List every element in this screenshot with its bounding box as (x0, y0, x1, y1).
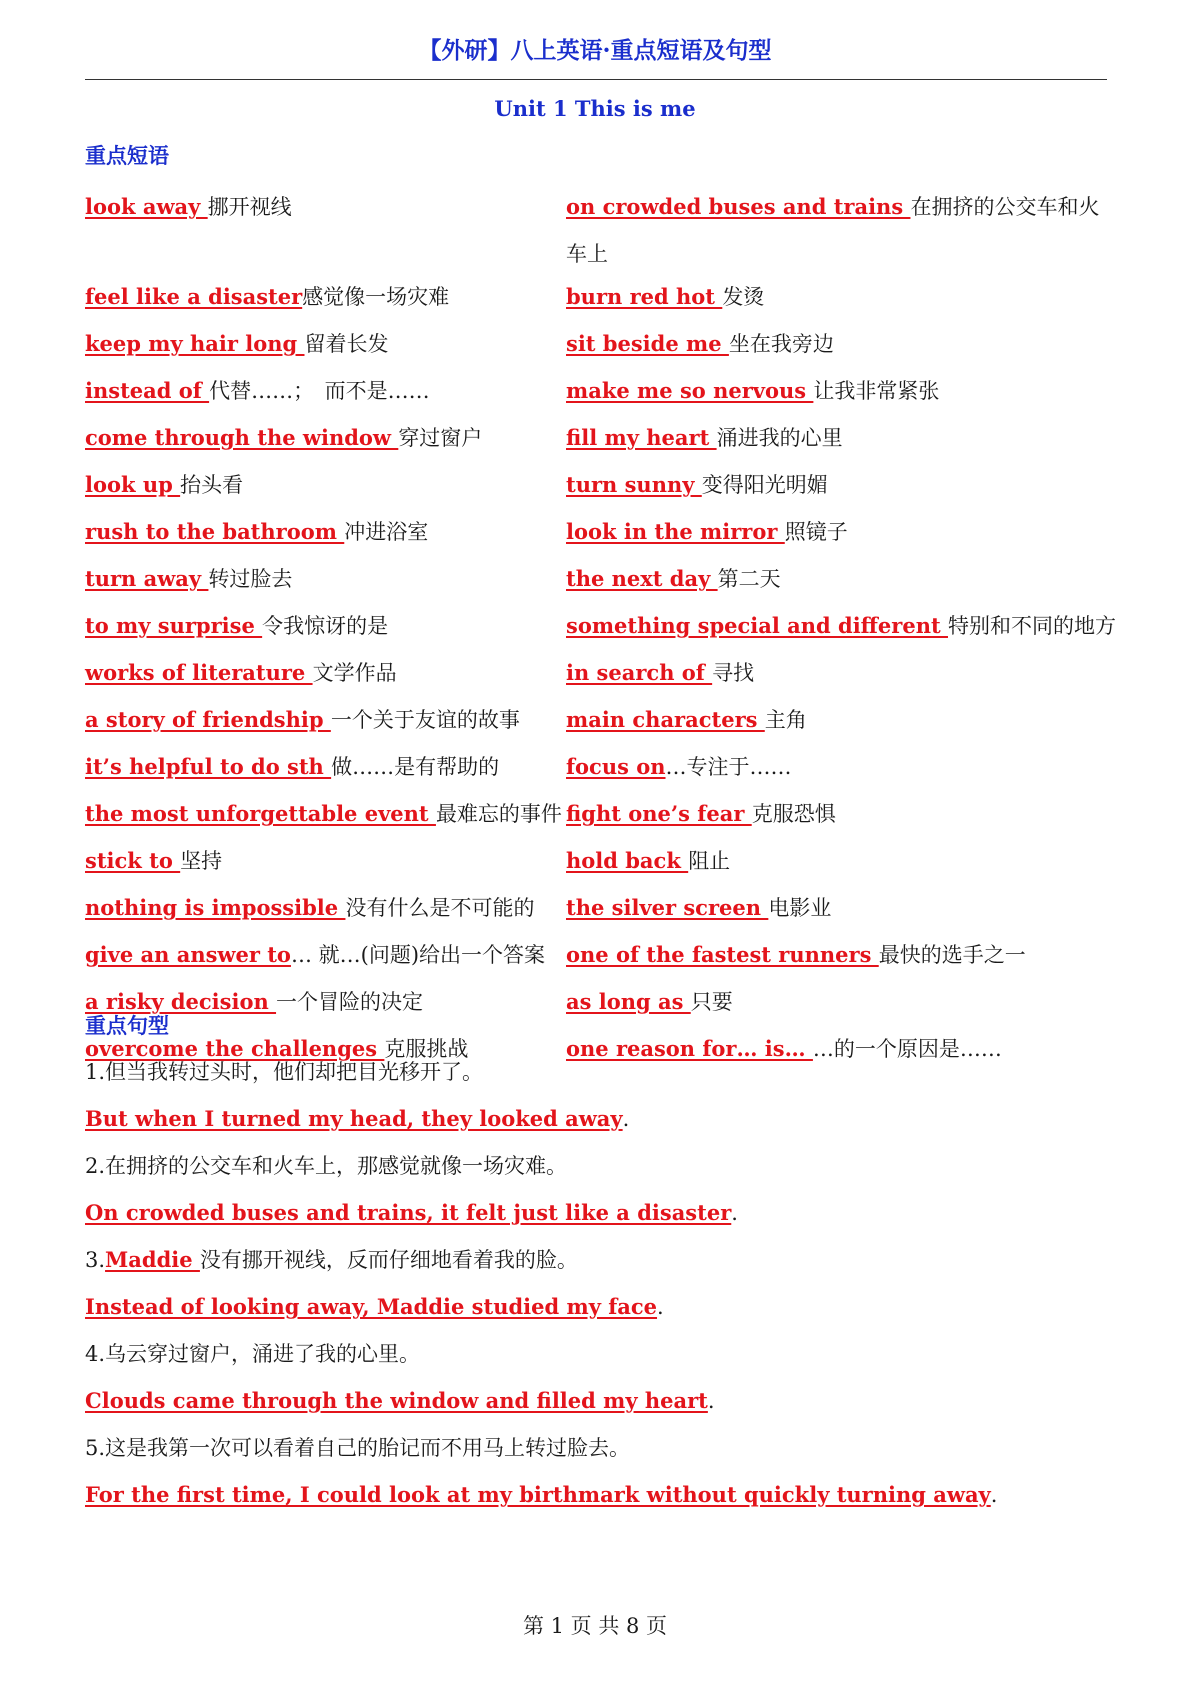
phrase-item-right (566, 559, 781, 599)
phrase-item-left (85, 935, 545, 975)
phrase-item-left (85, 277, 449, 317)
phrase-chinese: 坚持 (180, 849, 223, 873)
phrase-english: sit beside me (566, 331, 729, 356)
sentence-period: . (707, 1389, 715, 1413)
sentence-answer (85, 1381, 1107, 1428)
phrase-chinese: 穿过窗户 (398, 426, 483, 450)
sentence-prompt (85, 1052, 1107, 1099)
phrase-english: hold back (566, 848, 689, 873)
phrase-chinese: 坐在我旁边 (728, 332, 834, 356)
phrase-chinese: …的一个原因是…… (812, 1037, 1002, 1061)
sentence-period: . (990, 1483, 998, 1507)
phrase-chinese: 做……是有帮助的 (331, 755, 500, 779)
phrase-chinese: 克服挑战 (384, 1037, 469, 1061)
sentence-chinese: 没有挪开视线，反而仔细地看着我的脸。 (199, 1248, 578, 1272)
sentence-english: But when I turned my head, they looked away (85, 1106, 623, 1131)
sentence-period: . (657, 1295, 664, 1319)
phrase-row (85, 982, 1107, 1029)
phrase-item-left (85, 700, 520, 740)
phrase-chinese: 冲进浴室 (344, 520, 429, 544)
phrase-row (85, 324, 1107, 371)
phrase-english: one reason for… is… (566, 1036, 813, 1061)
phrase-item-left (85, 559, 292, 599)
phrase-chinese: 没有什么是不可能的 (345, 896, 535, 920)
phrase-english: works of literature (85, 660, 313, 685)
sentence-answer (85, 1287, 1107, 1334)
phrase-item-left (85, 888, 534, 928)
phrase-item-right (566, 653, 754, 693)
phrase-item-right (566, 606, 1116, 646)
phrase-row (85, 888, 1107, 935)
sentence-prompt (85, 1428, 1107, 1475)
phrase-chinese: 变得阳光明媚 (701, 473, 828, 497)
phrase-row (85, 418, 1107, 465)
phrase-english: give an answer to (85, 942, 291, 967)
phrase-item-left (85, 606, 388, 646)
phrase-item-left (85, 183, 292, 231)
phrase-english: the most unforgettable event (85, 801, 436, 826)
phrase-item-left (85, 418, 482, 458)
phrase-item-left (85, 512, 428, 552)
sentence-english: Clouds came through the window and filled my heart (85, 1388, 708, 1413)
phrase-english: in search of (566, 660, 713, 685)
sentence-english: Instead of looking away, Maddie studied my face (85, 1294, 658, 1319)
phrase-english: look in the mirror (566, 519, 785, 544)
phrase-chinese: 感觉像一场灾难 (302, 285, 450, 309)
phrase-row (85, 371, 1107, 418)
phrase-english: stick to (85, 848, 181, 873)
phrase-english: it’s helpful to do sth (85, 754, 332, 779)
sentence-chinese: 2.在拥挤的公交车和火车上，那感觉就像一场灾难。 (85, 1154, 568, 1178)
phrase-row (85, 183, 1107, 277)
phrase-chinese: 寻找 (712, 661, 755, 685)
phrase-english: turn sunny (566, 472, 702, 497)
phrase-english: turn away (85, 566, 209, 591)
phrase-chinese: 第二天 (717, 567, 781, 591)
phrase-row (85, 465, 1107, 512)
sentence-chinese: 4.乌云穿过窗户，涌进了我的心里。 (85, 1342, 421, 1366)
phrase-english: as long as (566, 989, 691, 1014)
phrase-chinese: 抬头看 (180, 473, 244, 497)
phrase-row (85, 841, 1107, 888)
sentences-section-title: 重点句型 (85, 1013, 169, 1038)
phrase-english: look away (85, 194, 208, 219)
sentence-list (85, 1052, 1107, 1522)
sentence-period: . (731, 1201, 738, 1225)
page-footer: 第 1 页 共 8 页 (522, 1614, 668, 1638)
sentence-answer (85, 1475, 1107, 1522)
phrase-row (85, 653, 1107, 700)
phrase-item-left (85, 747, 499, 787)
phrase-chinese: 在拥挤的公交车和火车上 (566, 195, 1100, 266)
phrase-english: fill my heart (566, 425, 717, 450)
phrase-row (85, 606, 1116, 653)
phrase-item-right (566, 700, 807, 740)
phrase-english: a risky decision (85, 989, 277, 1014)
phrase-english: come through the window (85, 425, 399, 450)
phrase-chinese: 照镜子 (784, 520, 848, 544)
phrase-chinese: 代替……； 而不是…… (209, 379, 430, 403)
phrase-english: on crowded buses and trains (566, 194, 911, 219)
sentence-chinese: 1.但当我转过头时，他们却把目光移开了。 (85, 1060, 484, 1084)
sentence-english: For the first time, I could look at my birthmark without quickly turning away (85, 1482, 991, 1507)
phrase-chinese: 涌进我的心里 (716, 426, 843, 450)
sentence-number: 3. (85, 1248, 106, 1272)
phrase-item-left (85, 794, 562, 834)
phrase-item-left (85, 841, 222, 881)
phrase-chinese: 留着长发 (304, 332, 389, 356)
sentence-prompt (85, 1334, 1107, 1381)
phrase-chinese: 让我非常紧张 (813, 379, 940, 403)
phrase-english: something special and different (566, 613, 948, 638)
phrase-chinese: …专注于…… (665, 755, 792, 779)
phrase-item-right (566, 418, 843, 458)
phrase-chinese: 转过脸去 (208, 567, 293, 591)
phrase-english: one of the fastest runners (566, 942, 879, 967)
phrase-item-right (566, 888, 831, 928)
sentence-answer (85, 1099, 1107, 1146)
phrase-chinese: 文学作品 (312, 661, 397, 685)
phrase-chinese: 只要 (690, 990, 733, 1014)
phrase-english: instead of (85, 378, 210, 403)
phrase-chinese: 阻止 (688, 849, 731, 873)
sentence-english: On crowded buses and trains, it felt just like a disaster (85, 1200, 732, 1225)
sentence-prompt (85, 1146, 1107, 1193)
phrase-english: burn red hot (566, 284, 723, 309)
phrase-english: the silver screen (566, 895, 769, 920)
phrase-chinese: 发烫 (722, 285, 765, 309)
unit-title: Unit 1 This is me (494, 96, 696, 121)
header-divider (85, 79, 1107, 80)
phrase-item-left (85, 371, 430, 411)
phrase-english: overcome the challenges (85, 1036, 385, 1061)
phrase-item-right (566, 371, 939, 411)
sentence-blank-answer: Maddie (105, 1247, 200, 1272)
phrase-chinese: 一个冒险的决定 (276, 990, 424, 1014)
phrases-section-title: 重点短语 (85, 143, 169, 168)
phrase-item-right (566, 324, 834, 364)
phrase-english: feel like a disaster (85, 284, 303, 309)
phrase-english: a story of friendship (85, 707, 331, 732)
phrase-chinese: 最快的选手之一 (878, 943, 1026, 967)
phrase-row (85, 512, 1107, 559)
phrase-chinese: 主角 (764, 708, 807, 732)
document-title: 【外研】八上英语·重点短语及句型 (418, 37, 772, 64)
phrase-english: make me so nervous (566, 378, 814, 403)
sentence-period: . (622, 1107, 630, 1131)
phrase-chinese: 特别和不同的地方 (947, 614, 1116, 638)
phrase-item-right (566, 935, 1026, 975)
phrase-row (85, 794, 1107, 841)
phrase-english: look up (85, 472, 181, 497)
phrase-chinese: 克服恐惧 (751, 802, 836, 826)
phrase-item-right (566, 982, 733, 1022)
phrase-item-left (85, 465, 243, 505)
phrase-chinese: 挪开视线 (207, 195, 292, 219)
phrase-row (85, 559, 1107, 606)
sentence-chinese: 5.这是我第一次可以看着自己的胎记而不用马上转过脸去。 (85, 1436, 631, 1460)
phrase-item-right (566, 841, 730, 881)
phrase-item-left (85, 324, 388, 364)
phrase-chinese: 电影业 (768, 896, 832, 920)
phrase-item-right (566, 277, 764, 317)
phrase-english: keep my hair long (85, 331, 305, 356)
phrase-english: fight one’s fear (566, 801, 752, 826)
phrase-english: focus on (566, 754, 666, 779)
phrase-item-right (566, 512, 848, 552)
phrase-english: to my surprise (85, 613, 263, 638)
phrase-item-right (566, 794, 836, 834)
phrase-list (85, 183, 1116, 1076)
phrase-item-left (85, 653, 397, 693)
phrase-chinese: 最难忘的事件 (435, 802, 562, 826)
phrase-item-right (566, 465, 828, 505)
phrase-english: nothing is impossible (85, 895, 346, 920)
sentence-prompt (85, 1240, 1107, 1287)
phrase-chinese: … 就…(问题)给出一个答案 (290, 943, 546, 967)
phrase-item-right (566, 183, 1111, 278)
phrase-chinese: 令我惊讶的是 (262, 614, 389, 638)
phrase-row (85, 935, 1107, 982)
phrase-item-right (566, 747, 792, 787)
sentence-answer (85, 1193, 1107, 1240)
phrase-chinese: 一个关于友谊的故事 (330, 708, 520, 732)
phrase-row (85, 700, 1107, 747)
phrase-english: the next day (566, 566, 718, 591)
phrase-english: rush to the bathroom (85, 519, 345, 544)
phrase-row (85, 747, 1107, 794)
phrase-english: main characters (566, 707, 765, 732)
phrase-row (85, 277, 1107, 324)
